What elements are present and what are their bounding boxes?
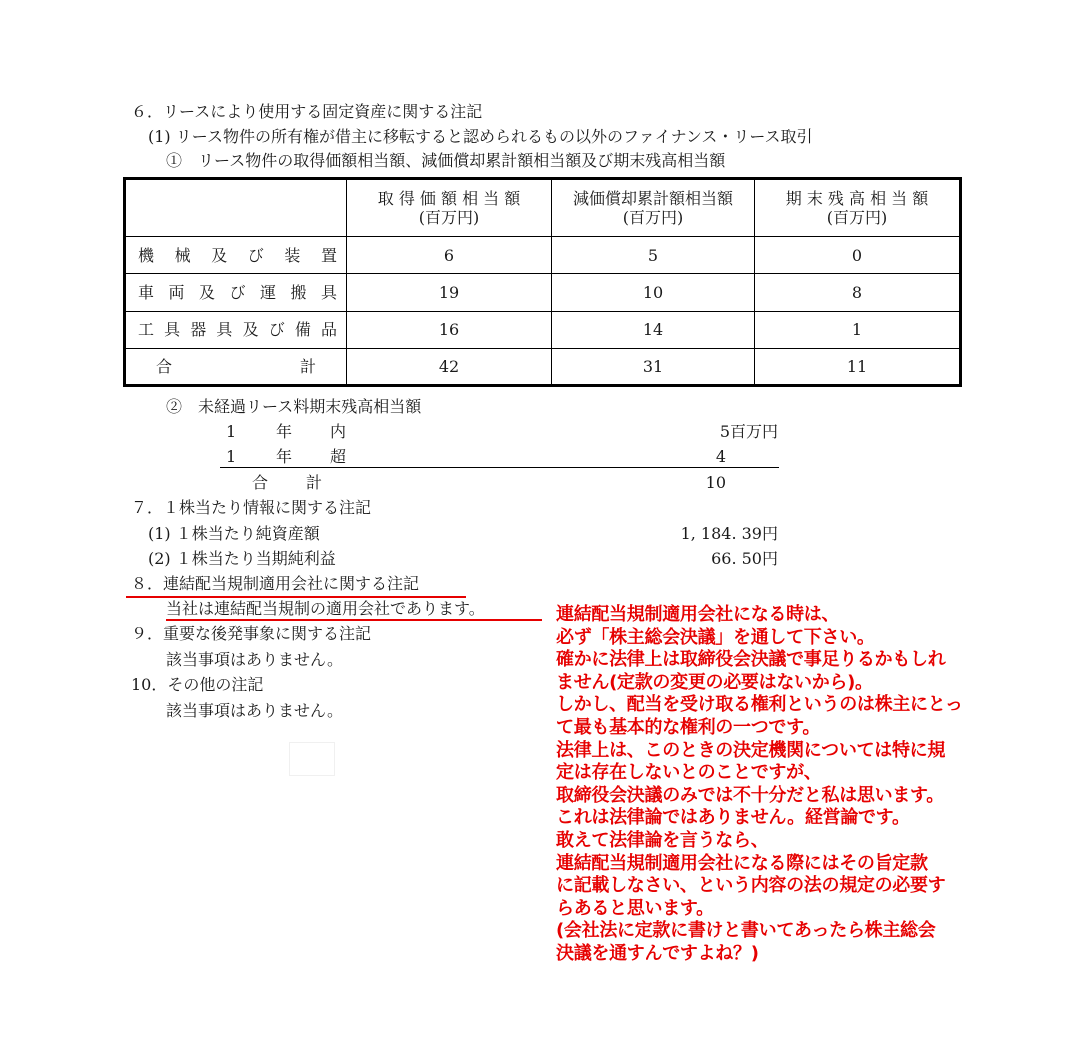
comment-line: て最も基本的な権利の一つです。: [556, 716, 821, 738]
table-header-col2: [552, 179, 755, 237]
comment-line: 確かに法律上は取締役会決議で事足りるかもしれ: [556, 649, 946, 671]
table-row: [125, 237, 961, 274]
section7-title: ７．１株当たり情報に関する注記: [131, 498, 372, 517]
section6-item2: ② 未経過リース料期末残高相当額: [166, 397, 422, 416]
over-1y-c: 超: [330, 447, 347, 466]
section6-title: ６．リースにより使用する固定資産に関する注記: [131, 102, 483, 121]
cell-value: 16: [347, 311, 552, 348]
section6-item1: ① リース物件の取得価額相当額、減価償却累計額相当額及び期末残高相当額: [166, 151, 726, 170]
within-1y-value: 5百万円: [719, 422, 778, 441]
over-1y-value: 4: [715, 447, 726, 466]
sum-b: 計: [306, 473, 323, 492]
table-row: [125, 311, 961, 348]
net-income-label: (2) １株当たり当期純利益: [148, 549, 336, 568]
header-label: 減価償却累計額相当額: [572, 189, 733, 209]
section8-body-underline: [166, 619, 542, 621]
header-label: 取 得 価 額 相 当 額: [377, 189, 521, 209]
cell-value: 0: [755, 237, 961, 274]
cell-value: 5: [552, 237, 755, 274]
comment-line: らあると思います。: [556, 897, 714, 919]
over-1y-a: 1: [226, 447, 237, 466]
row-label: 工具器具及び備品: [125, 311, 347, 348]
section6-sub1: (1) リース物件の所有権が借主に移転すると認められるもの以外のファイナンス・リース取引: [148, 127, 813, 146]
net-assets-label: (1) １株当たり純資産額: [148, 524, 320, 543]
header-label: 期 末 残 高 相 当 額: [785, 189, 929, 209]
cell-value: 10: [552, 274, 755, 311]
within-1y-a: 1: [226, 422, 237, 441]
total-label: [125, 348, 347, 385]
table-header-col3: [755, 179, 961, 237]
table-header-col1: [347, 179, 552, 237]
over-1y-b: 年: [276, 447, 293, 466]
cell-value: 8: [755, 274, 961, 311]
cell-value: 1: [755, 311, 961, 348]
sum-value: 10: [705, 473, 726, 492]
cell-value: 19: [347, 274, 552, 311]
comment-line: (会社法に定款に書けと書いてあったら株主総会: [556, 920, 936, 942]
cell-value: 14: [552, 311, 755, 348]
comment-line: 敢えて法律論を言うなら、: [556, 829, 769, 851]
within-1y-b: 年: [276, 422, 293, 441]
comment-line: しかし、配当を受け取る権利というのは株主にとっ: [556, 694, 963, 716]
comment-line: 連結配当規制適用会社になる際にはその旨定款: [556, 852, 928, 874]
comment-line: 定は存在しないとのことですが、: [556, 762, 822, 784]
table-row: [125, 274, 961, 311]
header-unit: (百万円): [622, 208, 684, 228]
table-header-row: [125, 179, 961, 237]
total-label-a: 合: [156, 356, 173, 376]
row-label: 車両及び運搬具: [125, 274, 347, 311]
comment-line: 決議を通すんですよね？): [556, 942, 759, 964]
row-label: 機械及び装置: [125, 237, 347, 274]
comment-line: これは法律論ではありません。経営論です。: [556, 807, 910, 829]
total-label-b: 計: [299, 356, 316, 376]
section8-title: ８．連結配当規制適用会社に関する注記: [131, 574, 420, 593]
within-1y-c: 内: [330, 422, 347, 441]
table-total-row: [125, 348, 961, 385]
sum-a: 合: [252, 473, 269, 492]
total-value: 42: [347, 348, 552, 385]
section9-body: 該当事項はありません。: [166, 650, 343, 669]
total-value: 11: [755, 348, 961, 385]
comment-line: に記載しなさい、という内容の法の規定の必要す: [556, 875, 946, 897]
comment-line: 法律上は、このときの決定機関については特に規: [556, 739, 946, 761]
net-assets-value: 1, 184. 39円: [680, 524, 778, 543]
total-value: 31: [552, 348, 755, 385]
header-unit: (百万円): [826, 208, 888, 228]
section10-title: 10．その他の注記: [131, 675, 264, 694]
comment-line: 取締役会決議のみでは不十分だと私は思います。: [556, 784, 944, 806]
comment-line: 必ず「株主総会決議」を通して下さい。: [556, 626, 875, 648]
header-unit: (百万円): [418, 208, 480, 228]
section10-body: 該当事項はありません。: [166, 701, 343, 720]
sum-divider: [220, 467, 779, 468]
comment-line: ません(定款の変更の必要はないから)。: [556, 671, 873, 693]
cell-value: 6: [347, 237, 552, 274]
section9-title: ９．重要な後発事象に関する注記: [131, 624, 372, 643]
section8-body: 当社は連結配当規制の適用会社であります。: [166, 599, 485, 618]
comment-line: 連結配当規制適用会社になる時は、: [556, 604, 840, 625]
faint-mark: [289, 742, 335, 776]
lease-table: [123, 177, 962, 387]
table-header-blank: [125, 179, 347, 237]
section8-title-underline: [126, 596, 466, 598]
net-income-value: 66. 50円: [711, 549, 778, 568]
red-commentary: [556, 604, 1080, 966]
